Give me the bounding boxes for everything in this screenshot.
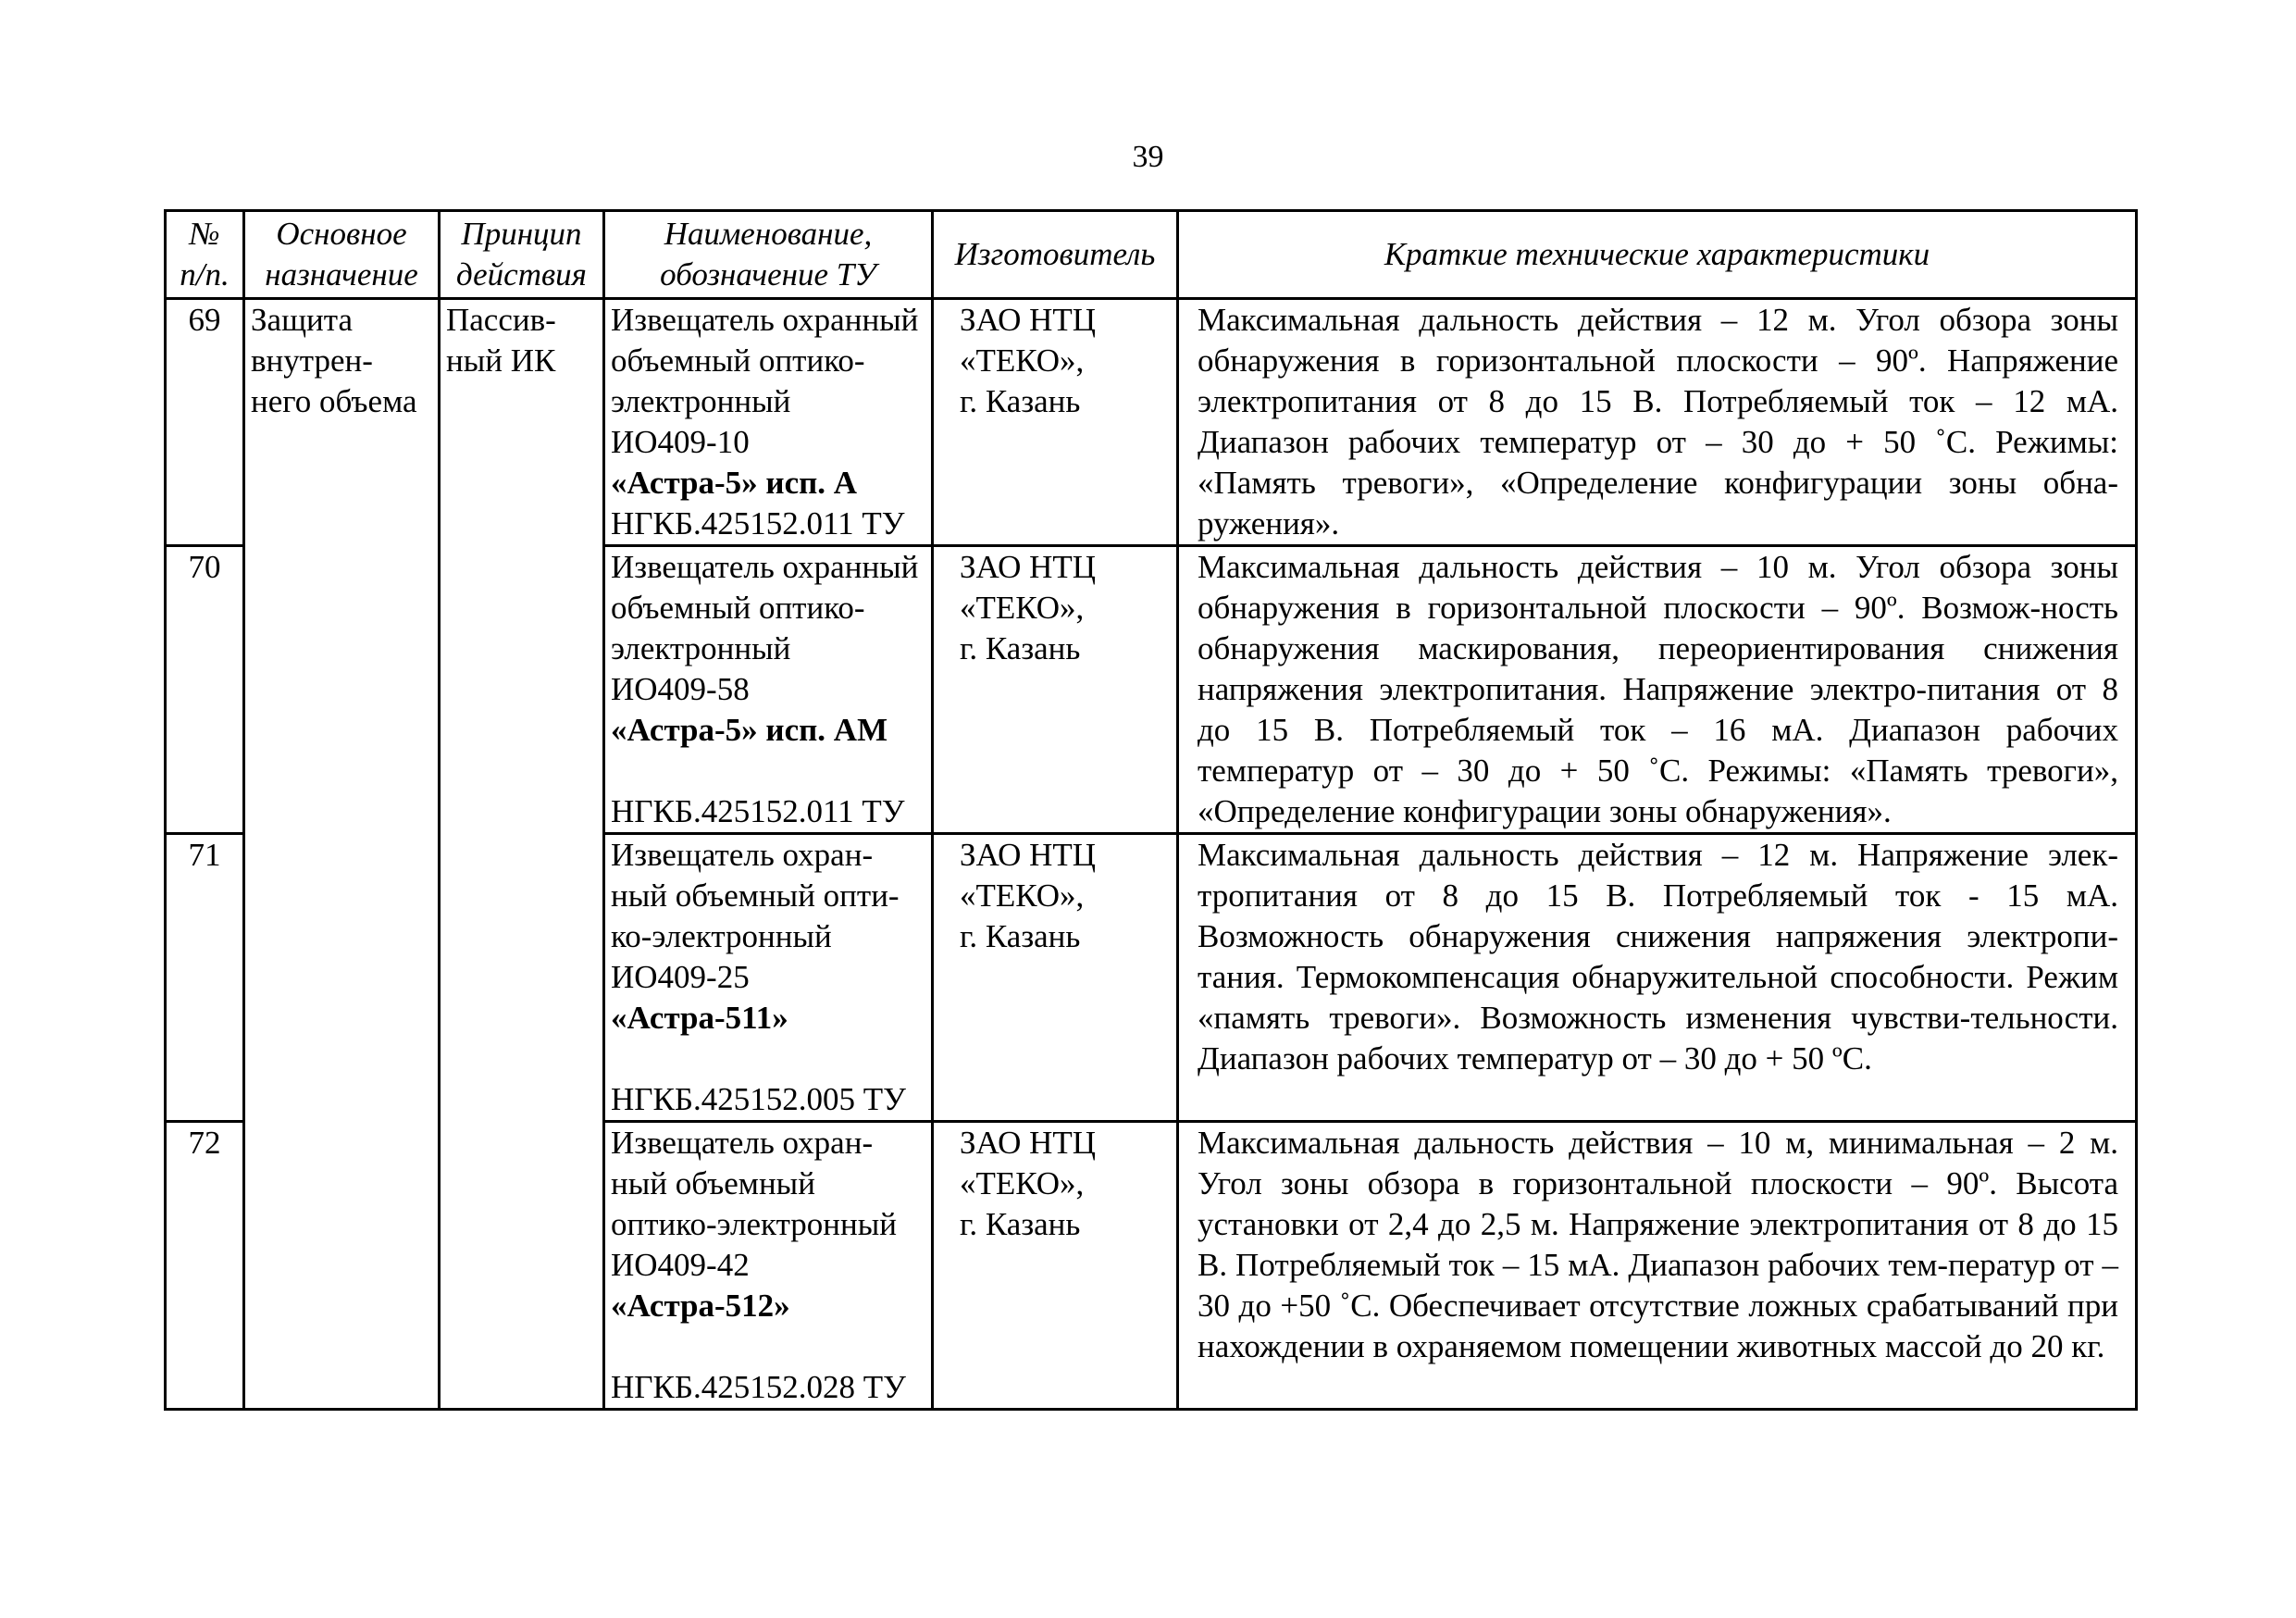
maker-cell: ЗАО НТЦ «ТЕКО», г. Казань (933, 299, 1178, 546)
row-num: 72 (166, 1122, 244, 1410)
table-row (166, 299, 2137, 546)
row-num: 70 (166, 546, 244, 834)
spec-table (164, 209, 2138, 1411)
header-chars: Краткие технические характеристики (1178, 211, 2137, 299)
device-tu: НГКБ.425152.028 ТУ (611, 1369, 906, 1405)
row-num: 71 (166, 834, 244, 1122)
name-cell (604, 299, 933, 546)
device-description: Извещатель охран- ный объемный оптико-электронный ИО409-42 (611, 1125, 898, 1283)
chars-cell: Максимальная дальность действия – 10 м. Угол обзора зоны обнаружения в горизонтальной плоскости – 90º. Возмож-ность обнаружения маскирования, переориентирования снижения напряжения электропитания. Напряжение электро-питания от 8 до 15 В. Потребляемый ток – 16 мА. Диапазон рабочих температур от – 30 до + 50 ˚С. Режимы: «Память тревоги», «Определение конфигурации зоны обнаружения». (1178, 546, 2137, 834)
device-model: «Астра-5» исп. АМ (611, 712, 888, 748)
chars-cell: Максимальная дальность действия – 12 м. Напряжение элек-тропитания от 8 до 15 В. Потребляемый ток - 15 мА. Возможность обнаружения снижения напряжения электропи-тания. Термокомпенсация обнаружительной способности. Режим «память тревоги». Возможность изменения чувстви-тельности. Диапазон рабочих температур от – 30 до + 50 ºС. (1178, 834, 2137, 1122)
chars-cell: Максимальная дальность действия – 12 м. Угол обзора зоны обнаружения в горизонтальной плоскости – 90º. Напряжение электропитания от 8 до 15 В. Потребляемый ток – 12 мА. Диапазон рабочих температур от – 30 до + 50 ˚С. Режимы: «Память тревоги», «Определение конфигурации зоны обна-ружения». (1178, 299, 2137, 546)
page-number: 39 (1132, 140, 1164, 174)
header-num: № п/п. (166, 211, 244, 299)
purpose-cell: Защита внутрен- него объема (244, 299, 440, 1410)
device-tu: НГКБ.425152.005 ТУ (611, 1081, 906, 1117)
principle-cell: Пассив- ный ИК (440, 299, 604, 1410)
spacer (611, 751, 925, 791)
device-description: Извещатель охранный объемный оптико- электронный ИО409-58 (611, 549, 919, 707)
device-tu: НГКБ.425152.011 ТУ (611, 793, 905, 829)
name-cell (604, 546, 933, 834)
device-model: «Астра-5» исп. А (611, 465, 858, 501)
maker-cell: ЗАО НТЦ «ТЕКО», г. Казань (933, 1122, 1178, 1410)
device-model: «Астра-512» (611, 1288, 790, 1324)
header-maker: Изготовитель (933, 211, 1178, 299)
name-cell (604, 834, 933, 1122)
header-principle: Принцип действия (440, 211, 604, 299)
device-tu: НГКБ.425152.011 ТУ (611, 505, 905, 541)
device-description: Извещатель охранный объемный оптико- электронный ИО409-10 (611, 302, 919, 460)
device-description: Извещатель охран- ный объемный опти- ко-электронный ИО409-25 (611, 837, 900, 995)
chars-cell: Максимальная дальность действия – 10 м, минимальная – 2 м. Угол зоны обзора в горизонтальной плоскости – 90º. Высота установки от 2,4 до 2,5 м. Напряжение электропитания от 8 до 15 В. Потребляемый ток – 15 мА. Диапазон рабочих тем-ператур от – 30 до +50 ˚С. Обеспечивает отсутствие ложных срабатываний при нахождении в охраняемом помещении животных массой до 20 кг. (1178, 1122, 2137, 1410)
spacer (611, 1039, 925, 1079)
device-model: «Астра-511» (611, 1000, 788, 1036)
header-name: Наименование, обозначение ТУ (604, 211, 933, 299)
maker-cell: ЗАО НТЦ «ТЕКО», г. Казань (933, 834, 1178, 1122)
maker-cell: ЗАО НТЦ «ТЕКО», г. Казань (933, 546, 1178, 834)
row-num: 69 (166, 299, 244, 546)
spacer (611, 1326, 925, 1367)
name-cell (604, 1122, 933, 1410)
header-purpose: Основное назначение (244, 211, 440, 299)
table-header-row (166, 211, 2137, 299)
